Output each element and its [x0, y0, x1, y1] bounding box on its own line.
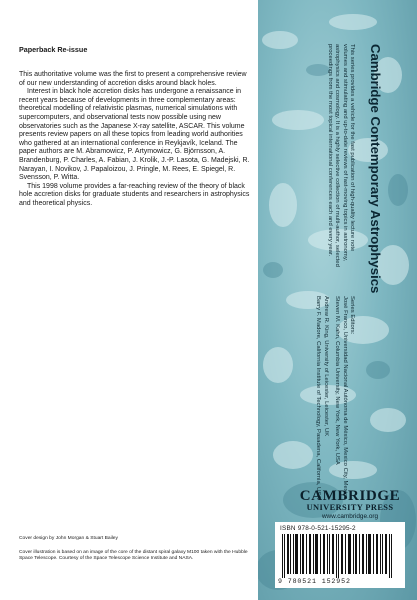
editor-entry: Steven M. Kahn, Columbia University, New York, New York, USA	[334, 296, 341, 465]
blurb-paragraph: This authoritative volume was the first to present a comprehensive review of our new understanding of accretion disks around black holes.	[19, 71, 247, 87]
editor-entry: Andrew R. King, University of Leicester, Leicester, UK	[322, 296, 329, 437]
credits	[19, 536, 251, 562]
editor-entry: Barry F. Madore, California Institute of Technology, Pasadena, California, USA	[315, 296, 322, 500]
barcode-digits: 9 780521 152952	[278, 578, 351, 585]
editor-entry: José Franco, Universidad Nacional Autónoma de México, Mexico City, Mexico	[341, 296, 348, 500]
series-description: This series provides a vehicle for the fast publication of high-quality lecture note volumes and stimulating and up-to-date reviews of fast-moving topics in astronomy, astrophysics and cosmology. It is a highly selective collection of multi-author, selected proceedings from the most topical international conferences each and every year.	[326, 44, 355, 267]
cover-design-credit: Cover design by John Morgan & Stuart Bailey	[19, 536, 118, 541]
publisher-logo	[290, 488, 410, 520]
blurb-paragraph: This 1998 volume provides a far-reaching review of the theory of black hole accretion disks for graduate students and researchers in astrophysics and theoretical physics.	[19, 182, 250, 207]
editors-label: Series Editors:	[349, 296, 355, 335]
barcode-icon	[280, 534, 400, 578]
barcode-box	[275, 522, 405, 588]
series-title: Cambridge Contemporary Astrophysics	[368, 44, 383, 294]
reissue-heading: Paperback Re-issue	[19, 45, 88, 54]
blurb-paragraph: Interest in black hole accretion disks has undergone a renaissance in recent years because of developments in three complementary areas: theoretical modelling of relativistic plasmas, numerical simulations with supercomputers, and observational tests now possible using new observatories such as the Japanese X-ray satellite, ASCAR. This volume presents review papers on all these topics from leading world authorities who gathered at an international conference in Reykjavík, Iceland. The paper authors are M. Abramowicz, P. Artymowicz, G. Björnsson, A. Brandenburg, P. Charles, A. Fabian, J. Krolik, J.-P. Lasota, G. Madejski, R. Narayan, I. Novikov, J. Papaloizou, J. Pringle, M. Rees, E. Spiegel, R. Svensson, P. Witta.	[19, 88, 250, 182]
isbn-label: ISBN 978-0-521-15295-2	[280, 525, 356, 532]
illustration-credit: Cover illustration is based on an image of the core of the distant spiral galaxy M100 taken with the Hubble Space Telescope. Courtesy of the Space Telescope Science Institute and NASA.	[19, 550, 248, 561]
publisher-name: CAMBRIDGE	[299, 488, 401, 504]
publisher-subname: UNIVERSITY PRESS	[306, 503, 394, 512]
blurb	[19, 71, 251, 209]
publisher-url: www.cambridge.org	[321, 513, 379, 520]
